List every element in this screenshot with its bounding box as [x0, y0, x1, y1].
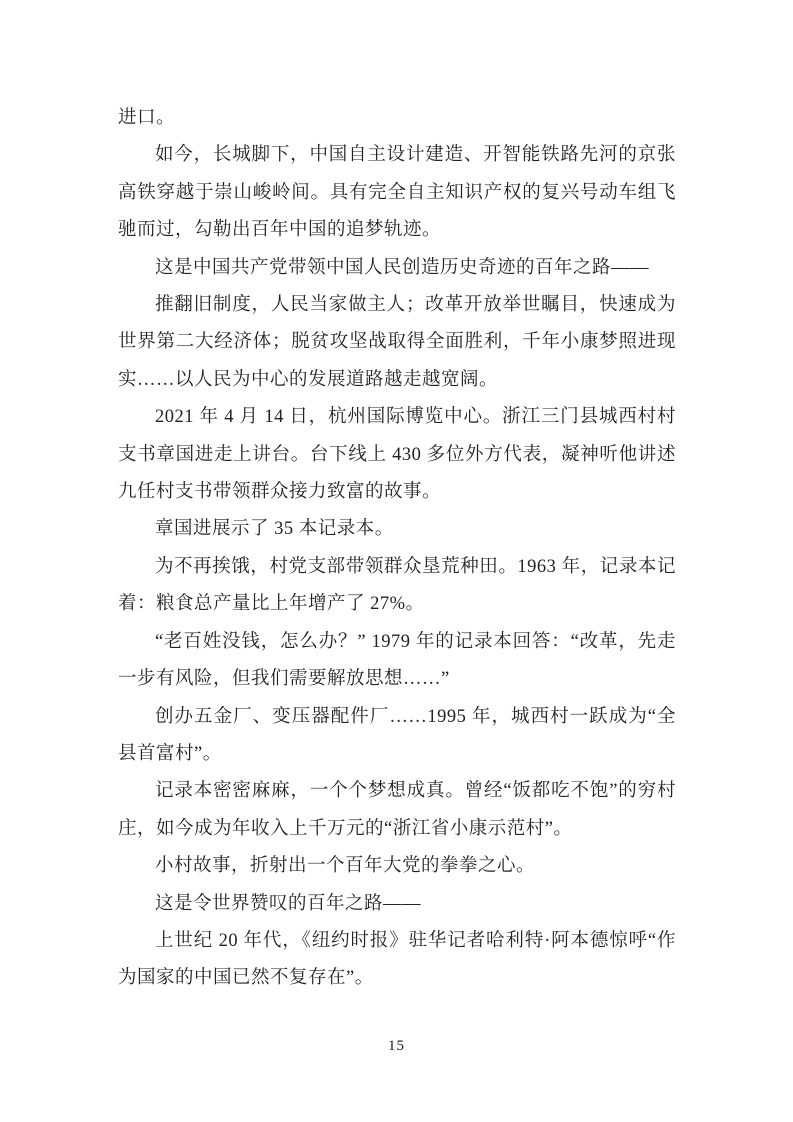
paragraph: 创办五金厂、变压器配件厂……1995 年，城西村一跃成为“全县首富村”。	[118, 706, 676, 764]
paragraph: 如今，长城脚下，中国自主设计建造、开智能铁路先河的京张高铁穿越于崇山峻岭间。具有完全自主知识产权的复兴号动车组飞驰而过，勾勒出百年中国的追梦轨迹。	[118, 145, 676, 241]
paragraph: “老百姓没钱，怎么办？” 1979 年的记录本回答：“改革，先走一步有风险，但我们需要解放思想……”	[118, 631, 676, 690]
document-body	[118, 100, 676, 998]
page-number: 15	[388, 1038, 405, 1054]
paragraph: 记录本密密麻麻，一个个梦想成真。曾经“饭都吃不饱”的穷村庄，如今成为年收入上千万元的“浙江省小康示范村”。	[118, 781, 676, 839]
paragraph: 为不再挨饿，村党支部带领群众垦荒种田。1963 年，记录本记着：粮食总产量比上年增产了 27%。	[118, 556, 676, 615]
paragraph: 这是令世界赞叹的百年之路——	[155, 893, 422, 914]
paragraph: 小村故事，折射出一个百年大党的拳拳之心。	[155, 856, 536, 877]
paragraph: 推翻旧制度，人民当家做主人；改革开放举世瞩目，快速成为世界第二大经济体；脱贫攻坚战取得全面胜利，千年小康梦照进现实……以人民为中心的发展道路越走越宽阔。	[118, 295, 676, 390]
paragraph: 章国进展示了 35 本记录本。	[155, 519, 394, 540]
paragraph: 2021 年 4 月 14 日，杭州国际博览中心。浙江三门县城西村村支书章国进走上讲台。台下线上 430 多位外方代表，凝神听他讲述九任村支书带领群众接力致富的故事。	[118, 407, 676, 503]
paragraph: 这是中国共产党带领中国人民创造历史奇迹的百年之路——	[155, 257, 650, 278]
paragraph: 进口。	[118, 108, 176, 128]
paragraph: 上世纪 20 年代，《纽约时报》驻华记者哈利特·阿本德惊呼“作为国家的中国已然不复存在”。	[118, 930, 676, 989]
